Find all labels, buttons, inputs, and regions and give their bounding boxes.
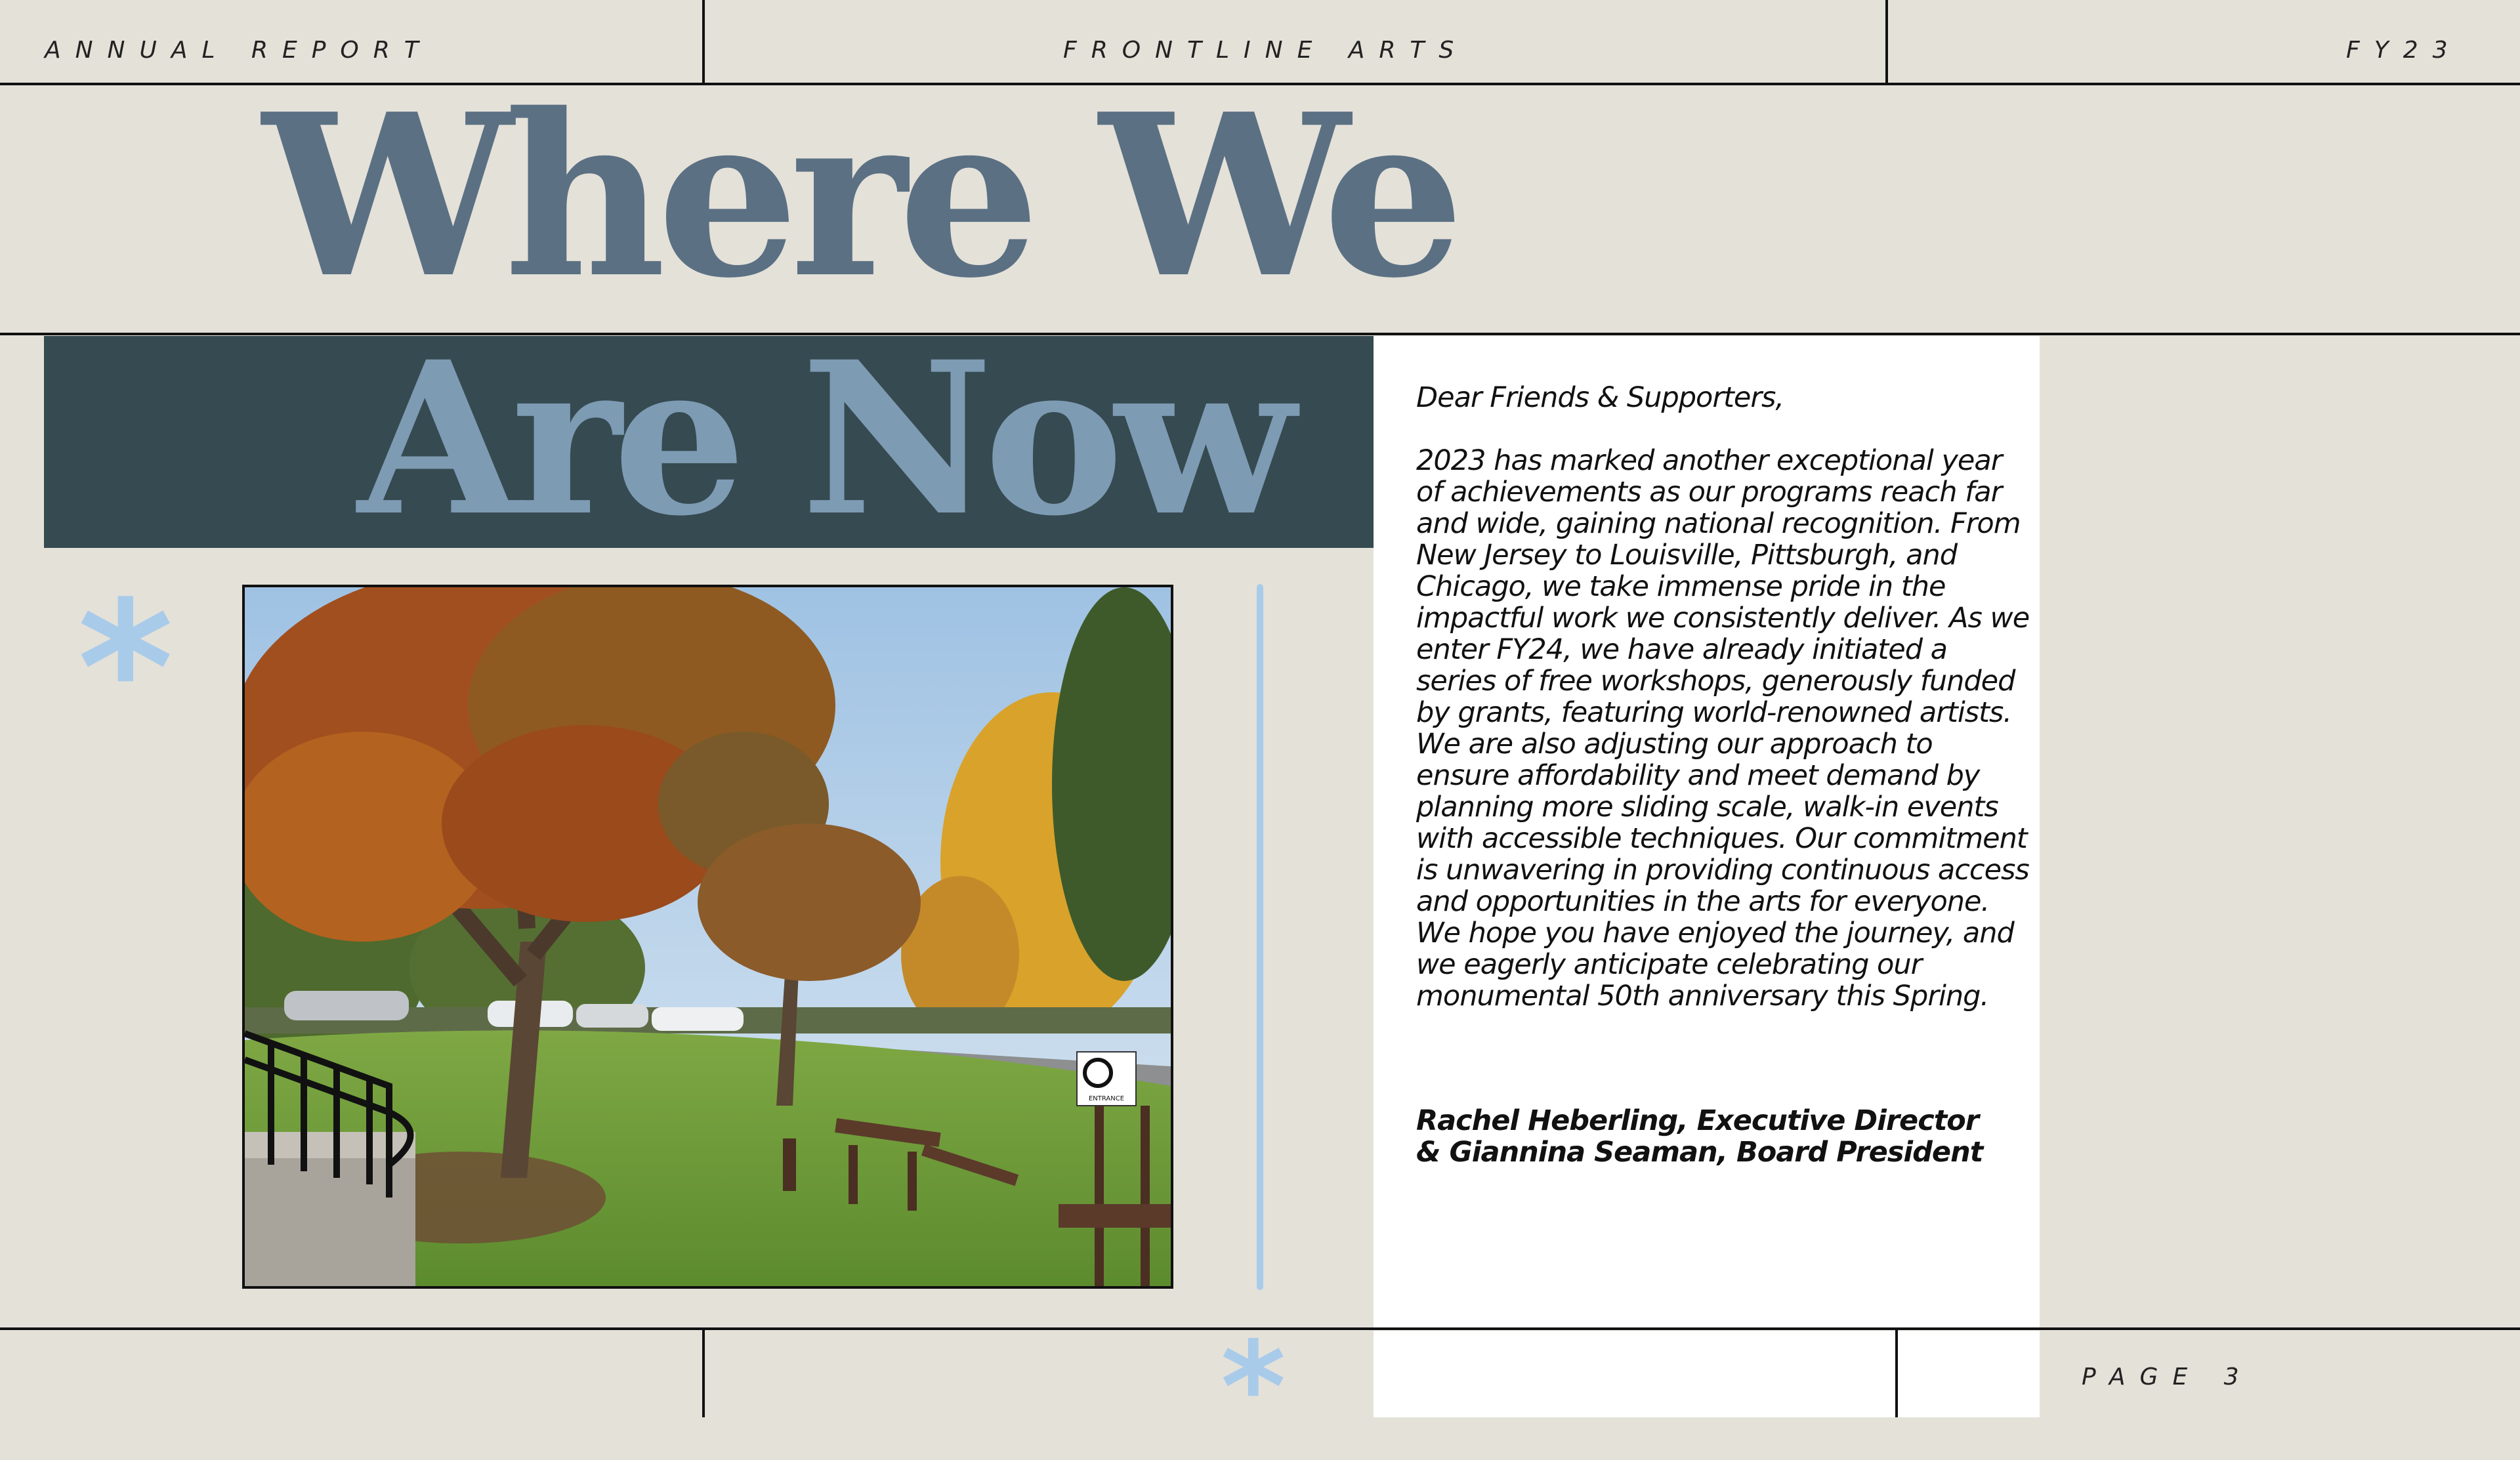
signature-line-1: Rachel Heberling, Executive Director bbox=[1416, 1104, 1979, 1137]
page-title-line-2: Are Now bbox=[357, 316, 1286, 562]
footer-panel bbox=[1374, 1331, 2040, 1417]
letter-signature bbox=[1416, 1105, 2033, 1168]
header-report-label: ANNUAL REPORT bbox=[45, 37, 433, 64]
header-divider-right bbox=[1885, 0, 1888, 85]
footer-divider-right bbox=[1895, 1327, 1898, 1417]
header-fiscal-year: FY23 bbox=[2346, 37, 2462, 64]
footer-divider-left bbox=[702, 1327, 705, 1417]
letter-greeting: Dear Friends & Supporters, bbox=[1416, 381, 1784, 414]
header-organization: FRONTLINE ARTS bbox=[1063, 37, 1469, 64]
page-title-line-1: Where We bbox=[262, 66, 1456, 327]
signature-line-2: & Giannina Seaman, Board President bbox=[1416, 1136, 1983, 1169]
autumn-park-photo bbox=[242, 585, 1173, 1289]
asterisk-decoration-left: * bbox=[77, 562, 174, 776]
accent-bar bbox=[1257, 584, 1263, 1290]
autumn-park-illustration bbox=[245, 587, 1171, 1286]
letter-body: 2023 has marked another exceptional year of achievements as our programs reach far and wide, gaining national recognition. From New Jersey to Louisville, Pittsburgh, and Chicago, we take immense pride in the impactful work we consistently deliver. As we enter FY24, we have already initiated a series of free workshops, generously funded by grants, featuring world-renowned artists. We are also adjusting our approach to ensure affordability and meet demand by planning more sliding scale, walk-in events with accessible techniques. Our commitment is unwavering in providing continuous access and opportunities in the arts for everyone. We hope you have enjoyed the journey, and we eagerly anticipate celebrating our monumental 50th anniversary this Spring. bbox=[1416, 444, 2030, 1012]
page-number: PAGE 3 bbox=[2082, 1364, 2254, 1390]
asterisk-decoration-bottom: * bbox=[1221, 1315, 1286, 1460]
sign-label: ENTRANCE bbox=[1088, 1095, 1125, 1102]
